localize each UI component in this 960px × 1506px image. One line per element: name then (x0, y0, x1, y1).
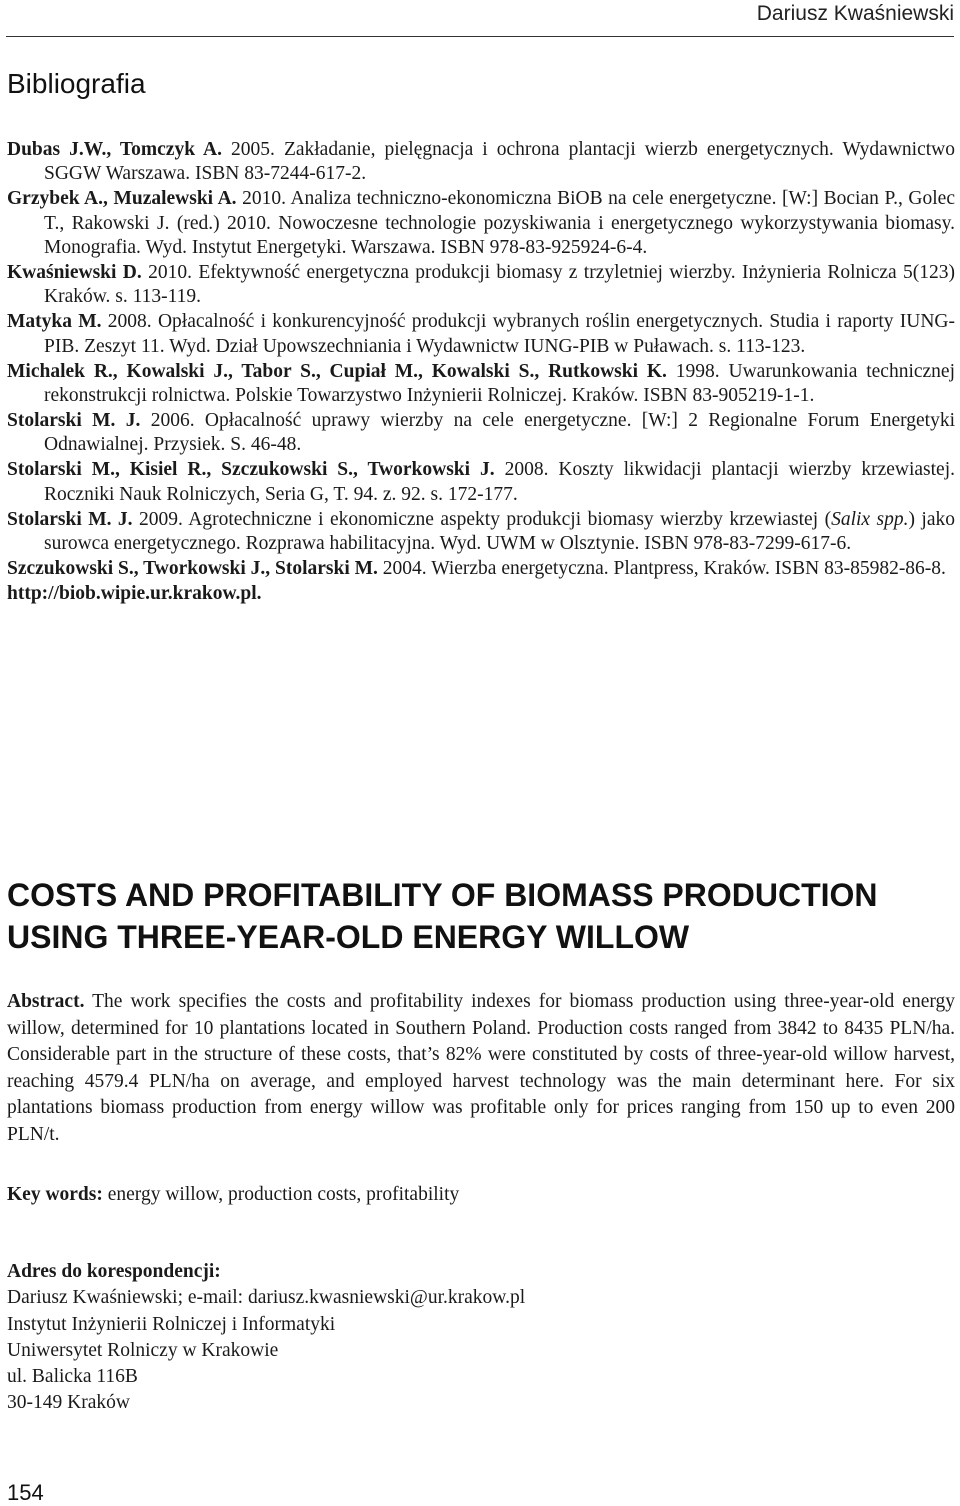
reference-authors: Szczukowski S., Tworkowski J., Stolarski M. (7, 557, 378, 579)
reference-authors: Stolarski M. J. (7, 508, 133, 530)
correspondence-address (7, 1259, 955, 1417)
reference-text: 2008. Koszty likwidacji plantacji wierzby krzewiastej. Roczniki Nauk Rolniczych, Seria G, T. 94. z. 92. s. 172-177. (44, 459, 955, 505)
page-number: 154 (7, 1480, 44, 1505)
keywords-label: Key words: (7, 1184, 103, 1205)
abstract-text: The work specifies the costs and profitability indexes for biomass production using three-year-old energy willow, determined for 10 plantations located in Southern Poland. Production costs ranged from 3842 to 8435 PLN/ha. Considerable part in the structure of these costs, that’s 82% were constituted by costs of three-year-old willow harvest, reaching 4579.4 PLN/ha on average, and employed harvest technology was the main determinant here. For six plantations biomass production from energy willow was profitable only for prices ranging from 150 up to even 200 PLN/t. (7, 991, 955, 1145)
address-line: ul. Balicka 116B (7, 1366, 138, 1388)
reference-item (7, 310, 955, 359)
reference-text: 2006. Opłacalność uprawy wierzby na cele energetyczne. [W:] 2 Regionalne Forum Energetyki Odnawialnej. Przysiek. S. 46-48. (44, 409, 955, 456)
header-divider (6, 36, 954, 37)
reference-item (7, 261, 955, 310)
reference-text: 2010. Analiza techniczno-ekonomiczna BiOB na cele energetyczne. [W:] Bocian P., Golec T., Rakowski J. (red.) 2010. Nowoczesne technologie pozyskiwania i energetycznego wykorzystywania biomasy. Monografia. Wyd. Instytut Energetyki. Warszawa. ISBN 978-83-925924-6-4. (44, 188, 955, 259)
reference-item (7, 138, 955, 187)
reference-italic-text: Salix spp. (831, 508, 909, 530)
address-line: Uniwersytet Rolniczy w Krakowie (7, 1339, 279, 1361)
reference-text: 2009. Agrotechniczne i ekonomiczne aspekty produkcji biomasy wierzby krzewiastej ( (132, 508, 832, 530)
reference-item (7, 508, 955, 557)
reference-authors: Stolarski M. J. (7, 409, 141, 431)
address-line: 30-149 Kraków (7, 1392, 130, 1414)
reference-authors: Michalek R., Kowalski J., Tabor S., Cupiał M., Kowalski S., Rutkowski K. (7, 360, 667, 382)
reference-item (7, 458, 955, 507)
reference-authors: Stolarski M., Kisiel R., Szczukowski S., Tworkowski J. (7, 459, 495, 481)
reference-url: http://biob.wipie.ur.krakow.pl. (7, 582, 262, 604)
reference-text: 2005. Zakładanie, pielęgnacja i ochrona plantacji wierzb energetycznych. Wydawnictwo SGGW Warszawa. ISBN 83-7244-617-2. (44, 139, 955, 185)
reference-text: 1998. Uwarunkowania technicznej rekonstrukcji rolnictwa. Polskie Towarzystwo Inżynierii Rolniczej. Kraków. ISBN 83-905219-1-1. (44, 360, 955, 407)
reference-text: 2008. Opłacalność i konkurencyjność produkcji wybranych roślin energetycznych. Studia i raporty IUNG-PIB. Zeszyt 11. Wyd. Dział Upowszechniania i Wydawnictw IUNG-PIB w Puławach. s. 113-123. (44, 311, 955, 357)
reference-text: ) jako surowca energetycznego. Rozprawa habilitacyjna. Wyd. UWM w Olsztynie. ISBN 978-83-7299-617-6. (44, 508, 955, 554)
abstract-paragraph (7, 989, 955, 1149)
address-heading: Adres do korespondencji: (7, 1261, 221, 1282)
address-line: Dariusz Kwaśniewski; e-mail: dariusz.kwasniewski@ur.krakow.pl (7, 1287, 526, 1309)
reference-authors: Dubas J.W., Tomczyk A. (7, 139, 222, 160)
english-title: COSTS AND PROFITABILITY OF BIOMASS PRODUCTION USING THREE-YEAR-OLD ENERGY WILLOW (7, 877, 878, 955)
reference-text: 2010. Efektywność energetyczna produkcji biomasy z trzyletniej wierzby. Inżynieria Rolnicza 5(123) Kraków. s. 113-119. (44, 262, 955, 308)
reference-item (7, 360, 955, 409)
bibliography-heading: Bibliografia (7, 68, 146, 99)
reference-text: 2004. Wierzba energetyczna. Plantpress, Kraków. ISBN 83-85982-86-8. (377, 557, 946, 579)
abstract-label: Abstract. (7, 991, 85, 1012)
reference-item (7, 409, 955, 458)
running-header-author: Dariusz Kwaśniewski (756, 2, 954, 25)
reference-item (7, 557, 955, 581)
reference-authors: Grzybek A., Muzalewski A. (7, 188, 237, 210)
reference-item (7, 187, 955, 260)
reference-list (7, 138, 955, 607)
address-line: Instytut Inżynierii Rolniczej i Informatyki (7, 1313, 336, 1335)
reference-authors: Kwaśniewski D. (7, 262, 142, 284)
keywords-text: energy willow, production costs, profitability (102, 1184, 460, 1205)
reference-item (7, 582, 955, 606)
keywords-line (7, 1184, 955, 1206)
reference-authors: Matyka M. (7, 311, 102, 333)
